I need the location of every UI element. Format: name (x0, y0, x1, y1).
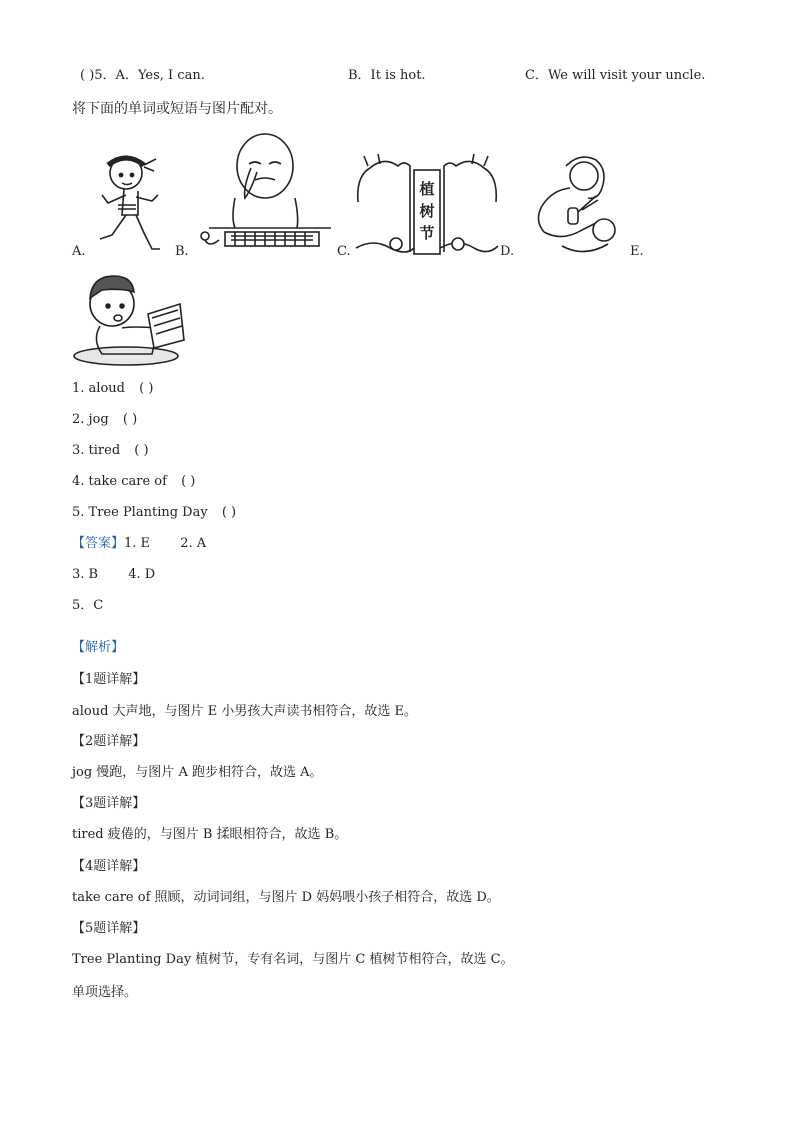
picture-c-tree-planting-day (354, 152, 500, 258)
item-2 (72, 411, 137, 429)
answer-line-1 (72, 535, 206, 553)
item-1-text: 1. aloud (72, 381, 125, 396)
answer-5: 5．C (72, 598, 104, 613)
answer-2: 2. A (180, 536, 207, 551)
item-4-text: 4. take care of (72, 474, 167, 489)
item-4-blank[interactable]: ( ) (181, 474, 196, 489)
answer-line-2 (72, 566, 155, 584)
answer-4: 4. D (128, 567, 156, 582)
item-3 (72, 442, 149, 460)
analysis-footer: 单项选择。 (72, 985, 138, 1000)
analysis-head-4: 【4题详解】 (72, 859, 146, 874)
q5-option-c: C．We will visit your uncle. (525, 68, 706, 83)
item-3-blank[interactable]: ( ) (134, 443, 149, 458)
item-5 (72, 504, 236, 522)
answer-1: 1. E (124, 536, 151, 551)
analysis-head-5: 【5题详解】 (72, 921, 146, 936)
picture-d-label: D. (500, 244, 515, 259)
analysis-body-4: take care of 照顾，动词词组，与图片 D 妈妈喂小孩子相符合，故选 D。 (72, 890, 500, 905)
analysis-head-1: 【1题详解】 (72, 672, 146, 687)
picture-a-label: A. (72, 244, 86, 259)
q5-paren: ( ) (80, 68, 95, 83)
analysis-tag: 【解析】 (72, 640, 125, 655)
picture-b-label: B. (175, 244, 189, 259)
item-2-text: 2. jog (72, 412, 109, 427)
picture-d-mother-feeding-baby (522, 150, 622, 260)
picture-b-tired-person (195, 128, 335, 256)
analysis-body-1: aloud 大声地，与图片 E 小男孩大声读书相符合，故选 E。 (72, 704, 417, 719)
analysis-head-3: 【3题详解】 (72, 796, 146, 811)
item-3-text: 3. tired (72, 443, 121, 458)
q5-option-b: B．It is hot. (348, 68, 426, 83)
q5-line (80, 67, 205, 85)
picture-a-jogging-boy (88, 145, 168, 257)
analysis-head-2: 【2题详解】 (72, 734, 146, 749)
answer-3: 3. B (72, 567, 99, 582)
picture-e-boy-reading-aloud (72, 268, 190, 368)
item-5-blank[interactable]: ( ) (221, 505, 237, 520)
picture-c-sign-text: 植树节 (419, 180, 435, 242)
analysis-body-2: jog 慢跑，与图片 A 跑步相符合，故选 A。 (72, 765, 323, 780)
analysis-body-5: Tree Planting Day 植树节，专有名词，与图片 C 植树节相符合，故选 C。 (72, 952, 514, 967)
item-1-blank[interactable]: ( ) (139, 381, 154, 396)
picture-e-label: E. (630, 244, 644, 259)
picture-c-label: C. (337, 244, 351, 259)
item-4 (72, 473, 195, 491)
q5-stem: 5．A．Yes, I can. (94, 68, 205, 83)
answer-tag: 【答案】 (72, 536, 125, 551)
analysis-body-3: tired 疲倦的，与图片 B 揉眼相符合，故选 B。 (72, 827, 348, 842)
item-2-blank[interactable]: ( ) (122, 412, 138, 427)
item-1 (72, 380, 153, 398)
item-5-text: 5. Tree Planting Day (72, 505, 208, 520)
instruction: 将下面的单词或短语与图片配对。 (72, 101, 282, 117)
